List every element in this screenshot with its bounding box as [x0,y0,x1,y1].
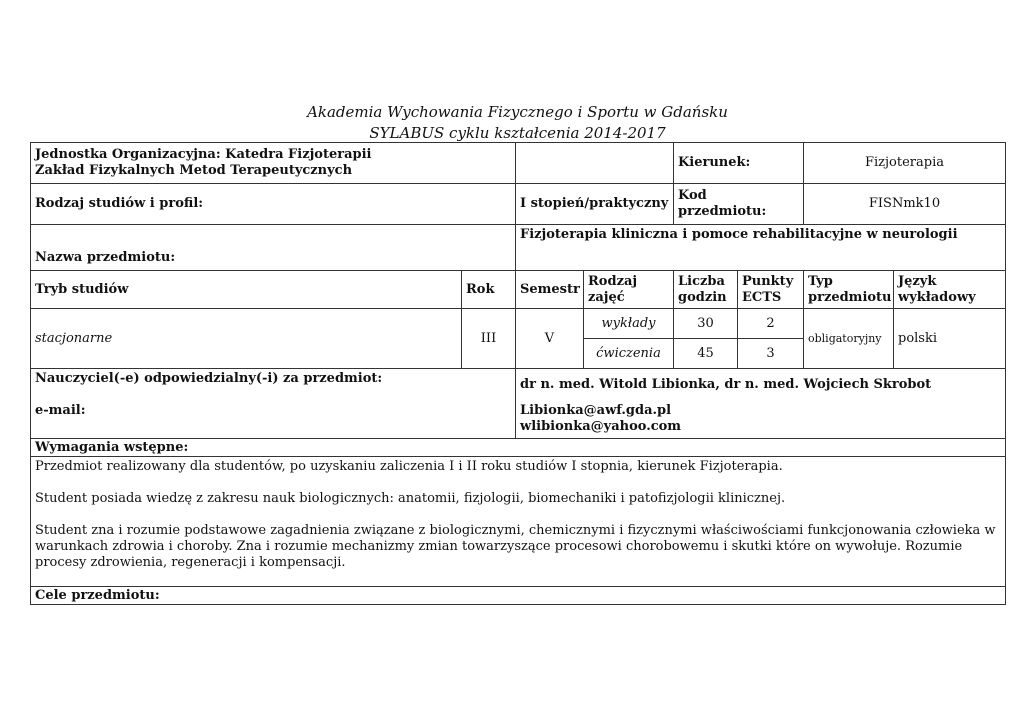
col-class-type [584,271,674,309]
studies-row [31,184,1006,225]
col-hours-1: Liczba [678,273,725,289]
col-lang-2: wykładowy [898,289,976,305]
requirements-content-row [31,457,1006,587]
unit-empty-cell [516,143,674,184]
syllabus-table [30,142,1006,605]
institution-title: Akademia Wychowania Fizycznego i Sportu w Gdańsku [307,103,728,121]
requirements-paragraph-3: Student zna i rozumie podstawowe zagadnienia związane z biologicznymi, chemicznymi i fizycznymi właściwościami funkcjonowania człowieka w warunkach zdrowia i choroby. Zna i rozumie mechanizmy zmian towarzyszące procesowi chorobowemu i skutki które on wywołuje. Rozumie procesy zdrowienia, regeneracji i kompensacji. [35,523,996,570]
col-class-type-2: zajęć [588,289,625,305]
unit-line-2: Zakład Fizykalnych Metod Terapeutycznych [35,163,353,178]
col-year: Rok [462,271,516,309]
requirements-content [31,457,1006,587]
code-value: FISNmk10 [804,184,1006,225]
teachers-row [31,369,1006,439]
lang-value: polski [894,309,1006,369]
teachers-value: dr n. med. Witold Libionka, dr n. med. Wojciech Skrobot [520,377,932,392]
col-ects-1: Punkty [742,273,794,289]
class-hours-exercises: 45 [674,339,738,369]
col-lang-1: Język [898,273,937,289]
col-semester: Semestr [516,271,584,309]
col-ects [738,271,804,309]
semester-value: V [516,309,584,369]
class-name-lectures: wykłady [584,309,674,339]
class-row-lectures [31,309,1006,339]
col-type [804,271,894,309]
teachers-label: Nauczyciel(-e) odpowiedzialny(-i) za przedmiot: [35,371,383,386]
col-hours [674,271,738,309]
col-hours-2: godzin [678,289,727,305]
studies-label: Rodzaj studiów i profil: [31,184,516,225]
requirements-paragraph-2: Student posiada wiedzę z zakresu nauk biologicznych: anatomii, fizjologii, biomechaniki i patofizjologii klinicznej. [35,491,786,506]
columns-row [31,271,1006,309]
teachers-label-cell [31,369,516,439]
field-label: Kierunek: [674,143,804,184]
subject-label: Nazwa przedmiotu: [31,225,516,271]
unit-cell [31,143,516,184]
class-ects-exercises: 3 [738,339,804,369]
email-1: Libionka@awf.gda.pl [520,403,672,418]
unit-row [31,143,1006,184]
class-hours-lectures: 30 [674,309,738,339]
year-value: III [462,309,516,369]
goals-row [31,587,1006,605]
requirements-label: Wymagania wstępne: [31,439,1006,457]
syllabus-title: SYLABUS cyklu kształcenia 2014-2017 [369,124,666,142]
teachers-value-cell [516,369,1006,439]
requirements-label-row [31,439,1006,457]
col-lang [894,271,1006,309]
code-label: Kod przedmiotu: [674,184,804,225]
email-2: wlibionka@yahoo.com [520,419,682,434]
email-label: e-mail: [35,403,86,418]
col-type-1: Typ [808,273,833,289]
requirements-paragraph-1: Przedmiot realizowany dla studentów, po uzyskaniu zaliczenia I i II roku studiów I stopnia, kierunek Fizjoterapia. [35,459,783,474]
goals-label: Cele przedmiotu: [31,587,1006,605]
col-type-2: przedmiotu [808,289,892,305]
class-name-exercises: ćwiczenia [584,339,674,369]
class-ects-lectures: 2 [738,309,804,339]
subject-row [31,225,1006,271]
unit-line-1: Jednostka Organizacyjna: Katedra Fizjoterapii [35,147,372,162]
field-value: Fizjoterapia [804,143,1006,184]
type-value: obligatoryjny [804,309,894,369]
col-class-type-1: Rodzaj [588,273,638,289]
col-ects-2: ECTS [742,289,782,305]
studies-value: I stopień/praktyczny [516,184,674,225]
subject-value: Fizjoterapia kliniczna i pomoce rehabilitacyjne w neurologii [516,225,1006,271]
mode-value: stacjonarne [31,309,462,369]
col-mode: Tryb studiów [31,271,462,309]
